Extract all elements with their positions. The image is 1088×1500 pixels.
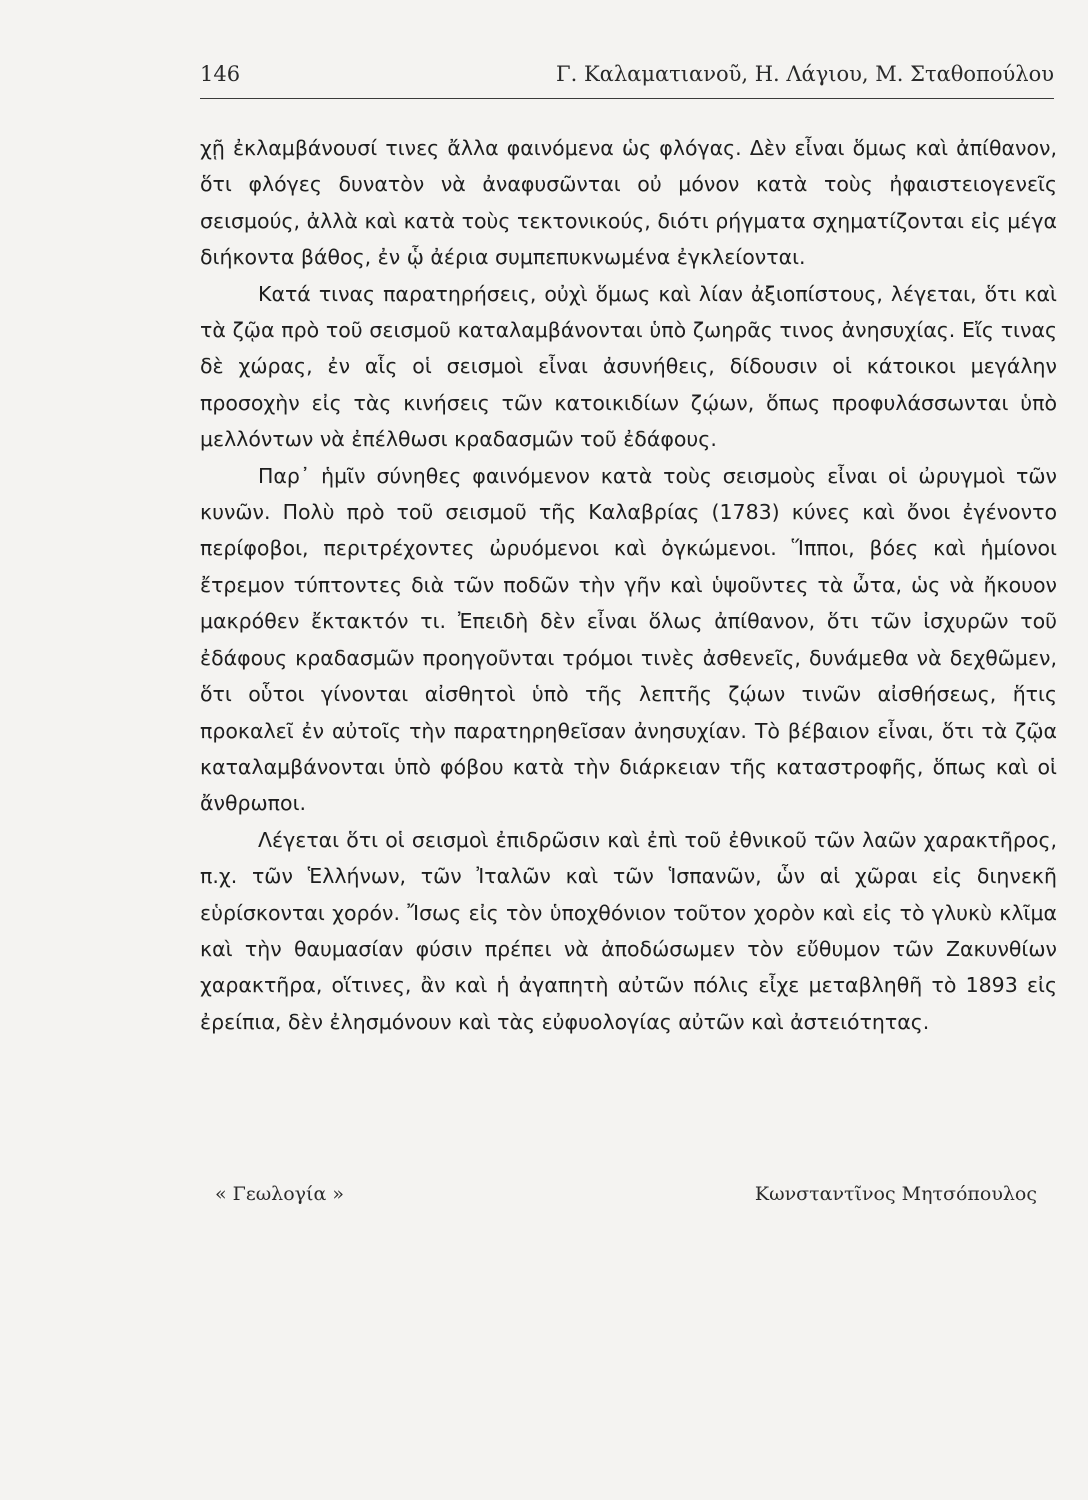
paragraph-4: Λέγεται ὅτι οἱ σεισμοὶ ἐπιδρῶσιν καὶ ἐπὶ τοῦ ἐθνικοῦ τῶν λαῶν χαρακτῆρος, π.χ. τῶν Ἑλλήνων, τῶν Ἰταλῶν καὶ τῶν Ἱσπανῶν, ὧν αἱ χῶραι εἰς διηνεκῆ εὑρίσκονται χορόν. Ἴσως εἰς τὸν ὑποχθόνιον τοῦτον χορὸν καὶ εἰς τὸ γλυκὺ κλῖμα καὶ τὴν θαυμασίαν φύσιν πρέπει νὰ ἀποδώσωμεν τὸν εὔθυμον τῶν Ζακυνθίων χαρακτῆρα, οἵτινες, ἂν καὶ ἡ ἀγαπητὴ αὐτῶν πόλις εἶχε μεταβληθῆ τὸ 1893 εἰς ἐρείπια, δὲν ἐλησμόνουν καὶ τὰς εὐφυολογίας αὐτῶν καὶ ἀστειότητας. bbox=[200, 827, 1057, 1034]
source-label: « Γεωλογία » bbox=[215, 1183, 344, 1205]
attribution-line bbox=[215, 1183, 1037, 1213]
body-text bbox=[200, 130, 1057, 1040]
paragraph-3: Παρ᾽ ἡμῖν σύνηθες φαινόμενον κατὰ τοὺς σεισμοὺς εἶναι οἱ ὠρυγμοὶ τῶν κυνῶν. Πολὺ πρὸ τοῦ σεισμοῦ τῆς Καλαβρίας (1783) κύνες καὶ ὄνοι ἐγένοντο περίφοβοι, περιτρέχοντες ὠρυόμενοι καὶ ὀγκώμενοι. Ἵπποι, βόες καὶ ἡμίονοι ἔτρεμον τύπτοντες διὰ τῶν ποδῶν τὴν γῆν καὶ ὑψοῦντες τὰ ὦτα, ὡς νὰ ἤκουον μακρόθεν ἔκτακτόν τι. Ἐπειδὴ δὲν εἶναι ὅλως ἀπίθανον, ὅτι τῶν ἰσχυρῶν τοῦ ἐδάφους κραδασμῶν προηγοῦνται τρόμοι τινὲς ἀσθενεῖς, δυνάμεθα νὰ δεχθῶμεν, ὅτι οὗτοι γίνονται αἰσθητοὶ ὑπὸ τῆς λεπτῆς ζῴων τινῶν αἰσθήσεως, ἥτις προκαλεῖ ἐν αὐτοῖς τὴν παρατηρηθεῖσαν ἀνησυχίαν. Τὸ βέβαιον εἶναι, ὅτι τὰ ζῷα καταλαμβάνονται ὑπὸ φόβου κατὰ τὴν διάρκειαν τῆς καταστροφῆς, ὅπως καὶ οἱ ἄνθρωποι. bbox=[200, 463, 1057, 816]
paragraph-1: χῇ ἐκλαμβάνουσί τινες ἄλλα φαινόμενα ὡς φλόγας. Δὲν εἶναι ὅμως καὶ ἀπίθανον, ὅτι φλόγες δυνατὸν νὰ ἀναφυσῶνται οὐ μόνον κατὰ τοὺς ἠφαιστειογενεῖς σεισμούς, ἀλλὰ καὶ κατὰ τοὺς τεκτονικούς, διότι ρήγματα σχηματίζονται εἰς μέγα διήκοντα βάθος, ἐν ᾧ ἀέρια συμπεπυκνωμένα ἐγκλείονται. bbox=[200, 136, 1057, 270]
paragraph-2: Κατά τινας παρατηρήσεις, οὐχὶ ὅμως καὶ λίαν ἀξιοπίστους, λέγεται, ὅτι καὶ τὰ ζῷα πρὸ τοῦ σεισμοῦ καταλαμβάνονται ὑπὸ ζωηρᾶς τινος ἀνησυχίας. Εἴς τινας δὲ χώρας, ἐν αἷς οἱ σεισμοὶ εἶναι ἀσυνήθεις, δίδουσιν οἱ κάτοικοι μεγάλην προσοχὴν εἰς τὰς κινήσεις τῶν κατοικιδίων ζῴων, ὅπως προφυλάσσωνται ὑπὸ μελλόντων νὰ ἐπέλθωσι κραδασμῶν τοῦ ἐδάφους. bbox=[200, 281, 1057, 452]
page-header bbox=[200, 62, 1054, 94]
page-number: 146 bbox=[200, 62, 241, 86]
running-title: Γ. Καλαματιανοῦ, Η. Λάγιου, Μ. Σταθοπούλου bbox=[556, 62, 1054, 86]
author-name: Κωνσταντῖνος Μητσόπουλος bbox=[754, 1183, 1037, 1205]
header-rule bbox=[200, 98, 1054, 99]
